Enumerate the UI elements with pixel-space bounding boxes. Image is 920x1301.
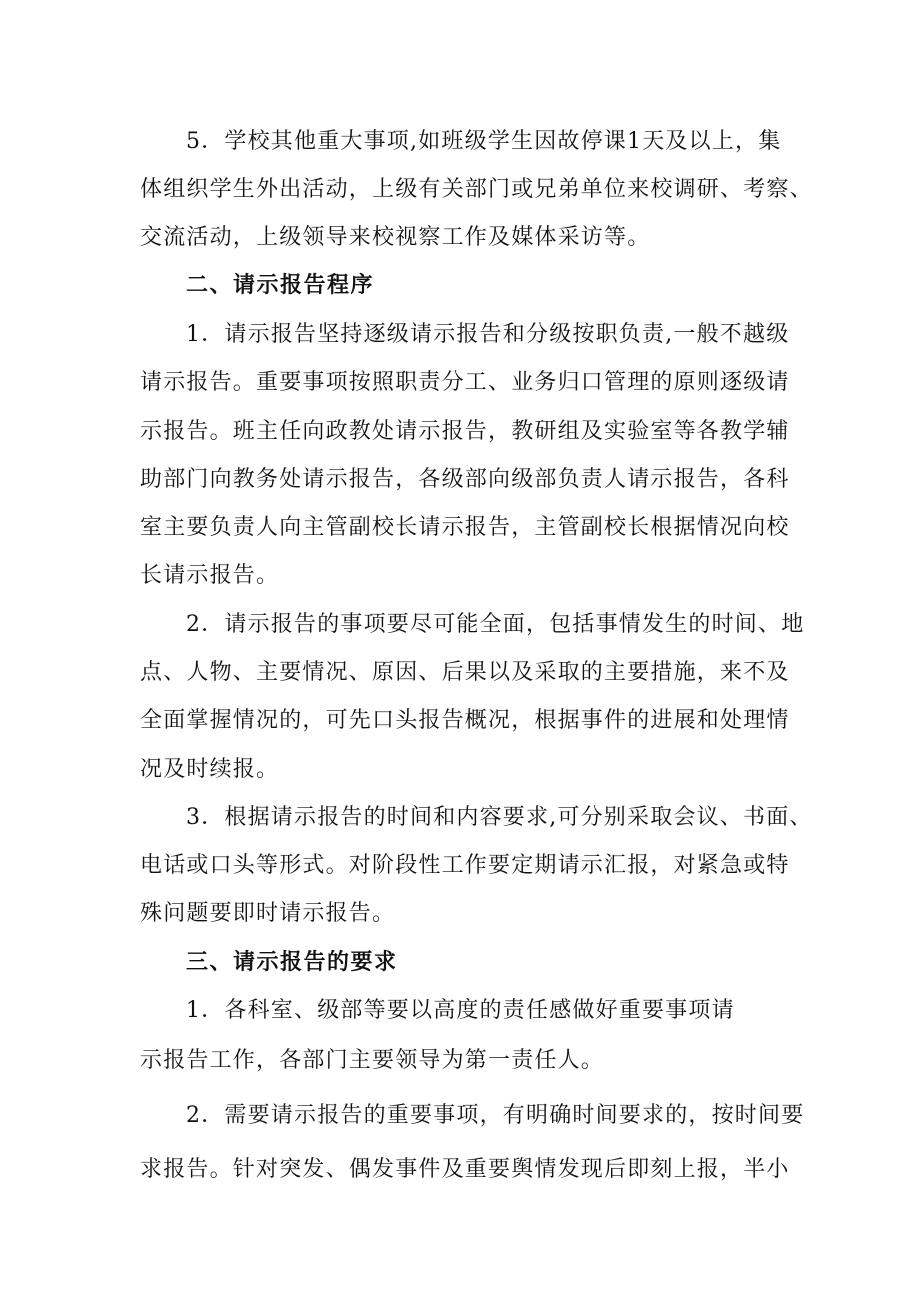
section3-paragraph2-line-2: 求报告。针对突发、偶发事件及重要舆情发现后即刻上报，半小 [140,1157,790,1182]
section2-paragraph2-line-4: 况及时续报。 [140,757,280,782]
section-heading-3: 三、请示报告的要求 [186,950,398,975]
section2-paragraph1-line-2: 请示报告。重要事项按照职责分工、业务归口管理的原则逐级请 [140,370,790,395]
section2-paragraph2-line-2: 点、人物、主要情况、原因、后果以及采取的主要措施，来不及 [140,660,790,685]
section2-paragraph3-line-3: 殊问题要即时请示报告。 [140,901,396,926]
section2-paragraph1-line-6: 长请示报告。 [140,563,280,588]
paragraph-5-line-1: 5．学校其他重大事项,如班级学生因故停课1天及以上，集 [186,129,782,154]
paragraph-5-line-2: 体组织学生外出活动，上级有关部门或兄弟单位来校调研、考察、 [140,177,813,202]
section2-paragraph1-line-3: 示报告。班主任向政教处请示报告，教研组及实验室等各教学辅 [140,419,790,444]
paragraph-5-line-3: 交流活动，上级领导来校视察工作及媒体采访等。 [140,225,651,250]
section3-paragraph2-line-1: 2．需要请示报告的重要事项，有明确时间要求的，按时间要 [186,1103,805,1128]
section3-paragraph1-line-1: 1．各科室、级部等要以高度的责任感做好重要事项请 [186,998,735,1023]
section2-paragraph1-line-1: 1．请示报告坚持逐级请示报告和分级按职负责,一般不越级 [186,322,790,347]
section3-paragraph1-line-2: 示报告工作，各部门主要领导为第一责任人。 [140,1048,605,1073]
section2-paragraph3-line-1: 3．根据请示报告的时间和内容要求,可分别采取会议、书面、 [186,805,813,830]
section2-paragraph1-line-5: 室主要负责人向主管副校长请示报告，主管副校长根据情况向校 [140,515,790,540]
section2-paragraph3-line-2: 电话或口头等形式。对阶段性工作要定期请示汇报，对紧急或特 [140,853,790,878]
section2-paragraph1-line-4: 助部门向教务处请示报告，各级部向级部负责人请示报告，各科 [140,467,790,492]
section2-paragraph2-line-3: 全面掌握情况的，可先口头报告概况，根据事件的进展和处理情 [140,708,790,733]
section2-paragraph2-line-1: 2．请示报告的事项要尽可能全面，包括事情发生的时间、地 [186,612,805,637]
section-heading-2: 二、请示报告程序 [186,273,375,298]
